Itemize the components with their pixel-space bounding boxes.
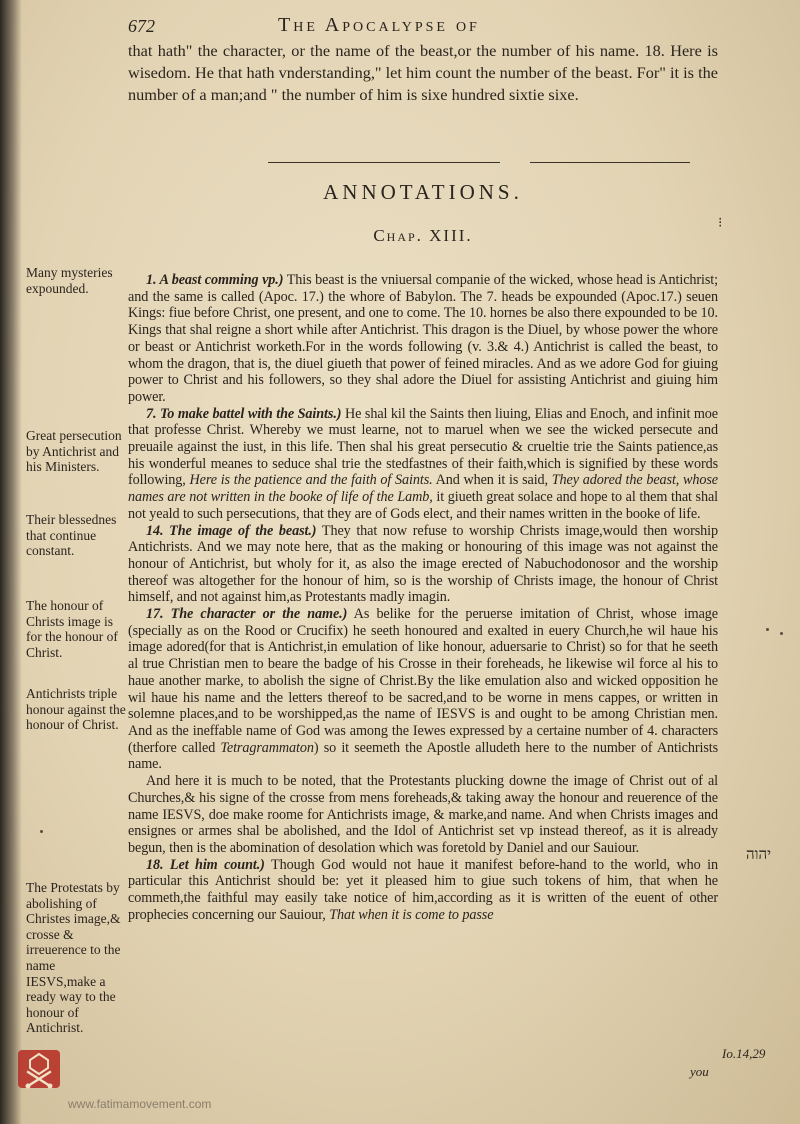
paper-speck bbox=[766, 628, 769, 631]
annotation-text: ) so it seemeth the Apostle alludeth here to the number of Antichrists name. bbox=[128, 739, 719, 773]
scripture-paragraph: that hath" the character, or the name of the beast,or the number of his name. 18. Here is wisedom. He that hath vnderstanding," let him count the number of the beast. For" it is the number of a man;and " the number of him is sixe hundred sixtie sixe. bbox=[128, 41, 718, 104]
annotations-heading: ANNOTATIONS. bbox=[323, 180, 523, 204]
annotation-text: This beast is the vniuersal companie of the wicked, whose head is Antichrist; and the same is called (Apoc. 17.) the whore of Babylon. The 7. heads be expounded (Apoc.17.) seuen Kings: fiue before Christ, one present, and one to come. The 10. hornes be also there expounded to be 10. Kings that shal reigne a short while after Antichrist. This dragon is the Diuel, by whose power the whore or beast or Antichrist worketh.For in the words following (v. 3.& 4.) Antichrist is called the beast, to whom the dragon, that is, the diuel giueth that power of feined miracles. And as we adore God for giuing power to Christ and his followers, so they shal adore the Diuel for assisting Antichrist and giuing him power. bbox=[128, 272, 718, 405]
annotation-paragraph-2 bbox=[128, 406, 718, 523]
annotation-lemma: 14. The image of the beast.) bbox=[146, 522, 317, 539]
divider-rule-left bbox=[268, 162, 500, 163]
annotation-lemma: 7. To make battel with the Saints.) bbox=[146, 405, 342, 422]
annotation-quote: They adored the beast, whose names are not written in the booke of life of the Lamb, bbox=[128, 472, 718, 506]
margin-note: Antichrists triple honour against the honour of Christ. bbox=[26, 686, 126, 733]
annotation-quote: Tetragrammaton bbox=[220, 739, 314, 756]
divider-rule-right bbox=[530, 162, 690, 163]
papal-keys-logo-icon bbox=[14, 1046, 64, 1092]
margin-note: Great persecution by Antichrist and his Ministers. bbox=[26, 428, 122, 475]
page-header bbox=[128, 14, 718, 42]
catchword: you bbox=[690, 1064, 709, 1079]
margin-note: Their blessednes that continue constant. bbox=[26, 512, 117, 559]
annotation-text: And when it is said, bbox=[432, 472, 552, 489]
printer-mark: ⁝ bbox=[718, 215, 723, 231]
running-title: The Apocalypse of bbox=[278, 14, 480, 36]
margin-note: The honour of Christs image is for the honour of Christ. bbox=[26, 598, 118, 660]
annotation-paragraph-4 bbox=[128, 606, 718, 773]
paper-speck bbox=[40, 830, 43, 833]
annotation-quote: That when it is come to passe bbox=[329, 906, 494, 923]
margin-note: The Protestats by abolishing of Christes image,& crosse & irreuerence to the name IESVS,make a ready way to the honour of Antichrist. bbox=[26, 880, 121, 1036]
annotation-text: He shal kil the Saints then liuing, Elias and Enoch, and infinit moe that professe Christ. Whereby we must learne, not to maruel when we see the wicked persecute and preuaile against the iust, in this life. Then shal his great persecutio & crueltie trie the Saints patience,as his wonderful meanes to seduce shal trie the stedfastnes of their faith,which is signified by these words following, bbox=[128, 405, 718, 489]
margin-note: Many mysteries expounded. bbox=[26, 265, 113, 296]
annotation-text: Though God would not haue it manifest before-hand to the world, who in particular this Antichrist should be: yet it pleased him to giue such tokens of him, that when he commeth,the faithful may easily take notice of him,according as it is written of the euent of other prophecies concerning our Sauiour, bbox=[128, 856, 718, 923]
annotation-paragraph-5 bbox=[128, 773, 718, 857]
annotation-text: And here it is much to be noted, that the Protestants plucking downe the image of Christ out of al Churches,& his signe of the crosse from mens foreheads,& taking away the honour and reuerence of the name IESVS, doe make roome for Antichrists image, & marke,and name. And when Christs images and ensignes or armes shal be abolished, and the Idol of Antichrist set vp instead thereof, as it is already begun, then is the abomination of desolation which was foretold by Daniel and our Sauiour. bbox=[128, 773, 718, 856]
scripture-text-continuation bbox=[128, 40, 718, 106]
page-gutter-shadow bbox=[0, 0, 22, 1124]
paper-speck bbox=[780, 632, 783, 635]
annotation-lemma: 18. Let him count.) bbox=[146, 856, 265, 873]
page-number: 672 bbox=[128, 16, 155, 36]
annotation-text: it giueth great solace and hope to al them that shal not yeald to such persecutions, that they are of Gods elect, and their names written in the booke of life. bbox=[128, 489, 719, 522]
annotation-lemma: 1. A beast comming vp.) bbox=[146, 272, 284, 288]
annotation-lemma: 17. The character or the name.) bbox=[146, 606, 348, 623]
chapter-heading: Chap. XIII. bbox=[373, 226, 473, 245]
scripture-reference: Io.14,29 bbox=[722, 1046, 766, 1061]
annotation-text: They that now refuse to worship Christs image,would then worship Antichrists. And we may note here, that as the making or honouring of this image was not against the honour of Antichrist, but wholy for it, as also the image erected of Nabuchodonosor and the worship thereof was altogether for the honour of him, so is the worship of Christs image, the honour of Christ himself, and not against him,as Protestants madly imagin. bbox=[128, 522, 718, 606]
annotation-paragraph-3 bbox=[128, 523, 718, 607]
annotation-paragraph-6 bbox=[128, 857, 718, 924]
annotations-body bbox=[128, 272, 718, 923]
annotation-paragraph-1 bbox=[128, 272, 718, 406]
hebrew-tetragrammaton: יהוה bbox=[746, 847, 772, 863]
source-website: www.fatimamovement.com bbox=[68, 1097, 212, 1111]
annotation-text: As belike for the peruerse imitation of Christ, whose image (specially as on the Rood or Crucifix) he seeth honoured and exalted in euery Church,he wil haue his image adored(for that is Antichrist,in emulation of like honour, aduersarie to Christ) so for that he seeth al true Christian men to beare the badge of his Crosse in their foreheads, he likewise wil force al his to haue another marke, to abolish the signe of Christ.By the like emulation also and wicked opposition he wil haue his name and the letters thereof to be sacred,and to be worne in mens cappes, or written in solemne places,and to be worshipped,as the name of IESVS is and ought to be among Christian men. And as the ineffable name of God was among the Iewes expressed by a certaine number of 4. characters (therfore called bbox=[128, 606, 718, 756]
annotation-quote: Here is the patience and the faith of Saints. bbox=[189, 472, 433, 489]
